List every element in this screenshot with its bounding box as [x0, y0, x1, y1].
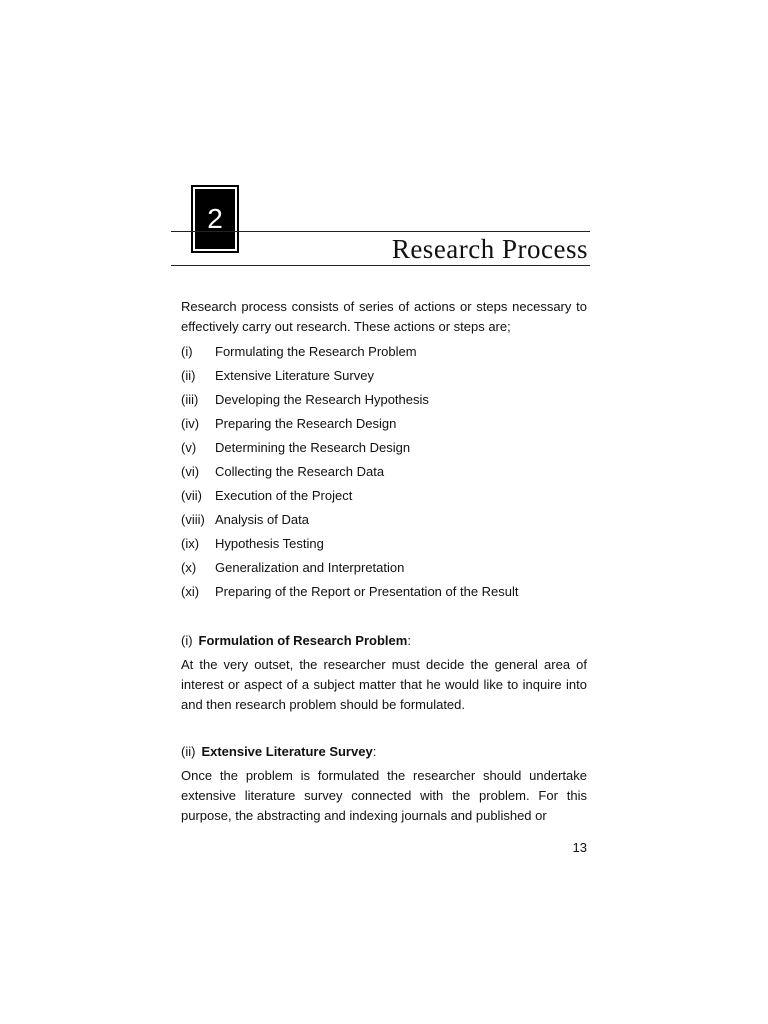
- section-title: Extensive Literature Survey: [201, 744, 373, 759]
- section-heading-formulation: [181, 631, 587, 651]
- list-item: [181, 484, 587, 508]
- page-number: 13: [572, 840, 587, 855]
- section-body-formulation: At the very outset, the researcher must decide the general area of interest or aspect of a subject matter that he would like to inquire into and then research problem should be formulated.: [181, 657, 587, 712]
- list-item-number: (i): [181, 344, 193, 359]
- list-item: [181, 388, 587, 412]
- list-item-number: (viii): [181, 512, 205, 527]
- list-item-text: Preparing of the Report or Presentation of the Result: [215, 584, 519, 599]
- list-item: [181, 532, 587, 556]
- list-item-number: (vi): [181, 464, 200, 479]
- list-item: [181, 580, 587, 604]
- list-item-text: Preparing the Research Design: [215, 416, 397, 431]
- header-rule-bottom: [171, 265, 590, 266]
- section-colon: :: [407, 633, 411, 648]
- list-item: [181, 460, 587, 484]
- section-title: Formulation of Research Problem: [198, 633, 408, 648]
- section-number: (ii): [181, 744, 196, 759]
- intro-paragraph: Research process consists of series of actions or steps necessary to effectively carry out research. These actions or steps are;: [181, 299, 587, 334]
- chapter-number: 2: [195, 189, 235, 249]
- list-item-number: (iii): [181, 392, 199, 407]
- list-item-text: Developing the Research Hypothesis: [215, 392, 429, 407]
- list-item: [181, 412, 587, 436]
- list-item-text: Collecting the Research Data: [215, 464, 385, 479]
- list-item-text: Hypothesis Testing: [215, 536, 324, 551]
- list-item-text: Determining the Research Design: [215, 440, 411, 455]
- list-item-number: (vii): [181, 488, 202, 503]
- list-item-text: Execution of the Project: [215, 488, 353, 503]
- list-item: [181, 508, 587, 532]
- header-rule-top: [171, 231, 590, 232]
- list-item-number: (xi): [181, 584, 200, 599]
- section-colon: :: [372, 744, 377, 759]
- list-item-text: Analysis of Data: [215, 512, 309, 527]
- list-item-number: (ii): [181, 368, 196, 383]
- list-item-number: (ix): [181, 536, 200, 551]
- list-item: [181, 364, 587, 388]
- list-item-number: (iv): [181, 416, 200, 431]
- list-item-number: (v): [181, 440, 197, 455]
- page-content: [181, 297, 587, 826]
- list-item-text: Formulating the Research Problem: [215, 344, 417, 359]
- list-item: [181, 556, 587, 580]
- section-heading-literature-survey: [181, 742, 587, 762]
- list-item-text: Extensive Literature Survey: [215, 368, 374, 383]
- list-item-number: (x): [181, 560, 197, 575]
- list-item: [181, 436, 587, 460]
- section-body-literature-survey: Once the problem is formulated the researcher should undertake extensive literature survey connected with the problem. For this purpose, the abstracting and indexing journals and published or: [181, 768, 587, 823]
- list-item: [181, 340, 587, 364]
- chapter-title: Research Process: [391, 234, 588, 264]
- chapter-number-box: [191, 185, 239, 253]
- steps-list: [181, 340, 587, 604]
- section-number: (i): [181, 633, 193, 648]
- list-item-text: Generalization and Interpretation: [215, 560, 405, 575]
